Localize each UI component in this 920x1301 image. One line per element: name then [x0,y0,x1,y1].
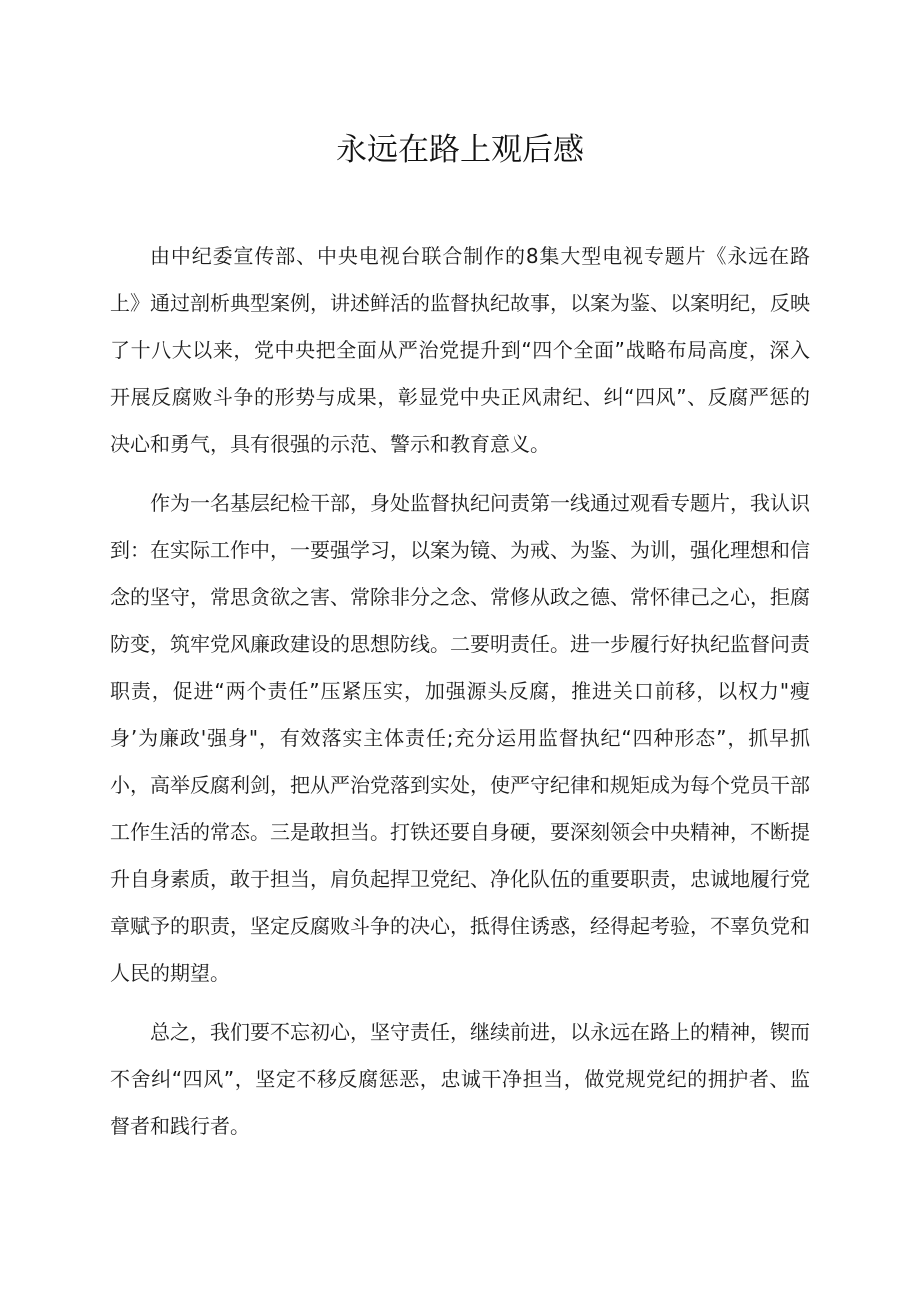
paragraph-intro: 由中纪委宣传部、中央电视台联合制作的8集大型电视专题片《永远在路上》通过剖析典型案例，讲述鲜活的监督执纪故事，以案为鉴、以案明纪，反映了十八大以来，党中央把全面从严治党提升到“四个全面”战略布局高度，深入开展反腐败斗争的形势与成果，彰显党中央正风肃纪、纠“四风”、反腐严惩的决心和勇气，具有很强的示范、警示和教育意义。 [110,244,810,456]
paragraph-reflection: 作为一名基层纪检干部，身处监督执纪问责第一线通过观看专题片，我认识到：在实际工作中，一要强学习，以案为镜、为戒、为鉴、为训，强化理想和信念的坚守，常思贪欲之害、常除非分之念、常修从政之德、常怀律己之心，拒腐防变，筑牢党风廉政建设的思想防线。二要明责任。进一步履行好执纪监督问责职责，促进“两个责任”压紧压实，加强源头反腐，推进关口前移，以权力"瘦身’为廉政'强身"，有效落实主体责任;充分运用监督执纪“四种形态”，抓早抓小，高举反腐利剑，把从严治党落到实处，使严守纪律和规矩成为每个党员干部工作生活的常态。三是敢担当。打铁还要自身硬，要深刻领会中央精神，不断提升自身素质，敢于担当，肩负起捍卫党纪、净化队伍的重要职责，忠诚地履行党章赋予的职责，坚定反腐败斗争的决心，抵得住诱惑，经得起考验，不辜负党和人民的期望。 [110,491,810,985]
paragraph-conclusion: 总之，我们要不忘初心，坚守责任，继续前进，以永远在路上的精神，锲而不舍纠“四风”，坚定不移反腐惩恶，忠诚干净担当，做党规党纪的拥护者、监督者和践行者。 [110,1020,810,1138]
document-body [110,233,810,1150]
document-title: 永远在路上观后感 [336,132,584,168]
